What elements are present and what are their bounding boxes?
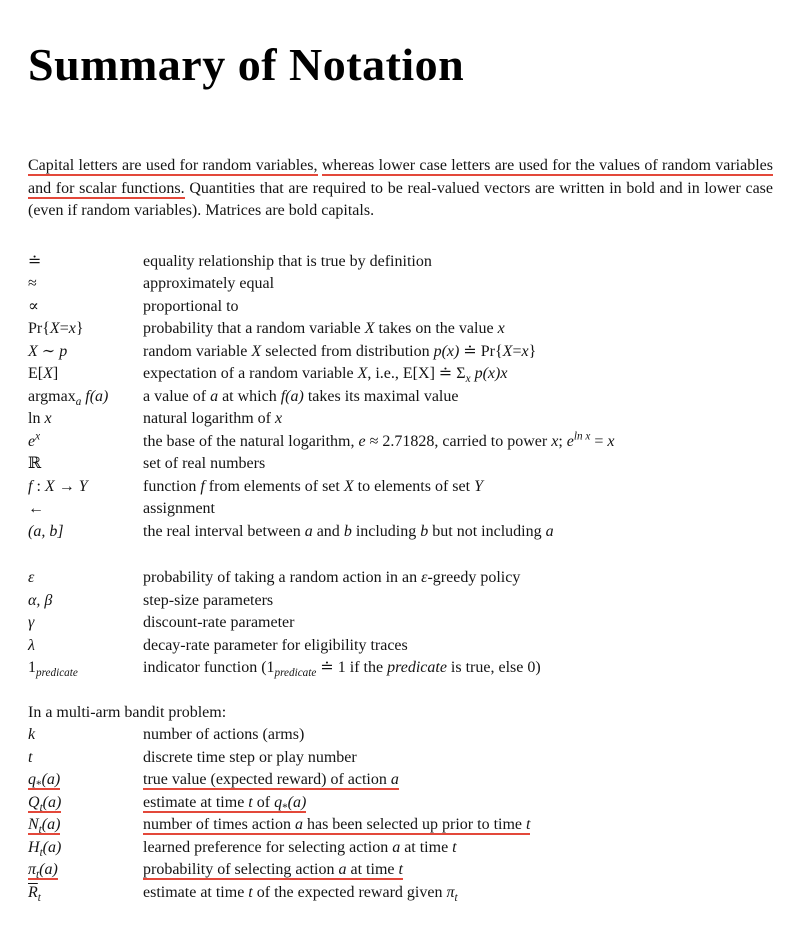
text-run: ε bbox=[28, 569, 35, 586]
notation-symbol bbox=[28, 657, 143, 680]
notation-symbol bbox=[28, 882, 143, 905]
text-run: has been selected up prior to time bbox=[302, 816, 527, 833]
text-run: ; bbox=[558, 432, 567, 450]
notation-symbol bbox=[28, 273, 143, 296]
text-run: equality relationship that is true by definition bbox=[143, 252, 432, 270]
text-run: a bbox=[294, 816, 303, 833]
description-text bbox=[143, 298, 239, 315]
text-run: X bbox=[251, 342, 262, 360]
notation-description bbox=[143, 635, 773, 658]
notation-list-bandit bbox=[28, 724, 773, 904]
text-run: step-size parameters bbox=[143, 591, 274, 609]
text-run: predicate bbox=[387, 659, 447, 676]
text-run: X bbox=[49, 320, 60, 337]
text-run: → bbox=[54, 477, 79, 495]
text-run: t bbox=[452, 838, 457, 856]
text-run: predicate bbox=[274, 667, 317, 680]
text-run: x bbox=[274, 410, 283, 427]
text-run: ≈ bbox=[28, 275, 37, 292]
text-run: x bbox=[551, 432, 559, 450]
notation-symbol bbox=[28, 837, 143, 860]
text-run: : bbox=[32, 477, 45, 495]
text-run: α, β bbox=[28, 591, 53, 609]
text-run: ln x bbox=[573, 430, 591, 443]
symbol-text bbox=[28, 253, 41, 270]
text-run: ∼ bbox=[37, 342, 60, 360]
description-text bbox=[143, 478, 483, 495]
notation-symbol bbox=[28, 859, 143, 882]
notation-row bbox=[28, 251, 773, 274]
notation-row bbox=[28, 859, 773, 882]
text-run: } bbox=[528, 342, 537, 360]
symbol-text bbox=[28, 343, 67, 360]
text-run: a bbox=[75, 395, 82, 408]
text-run: x bbox=[521, 342, 529, 360]
notation-description bbox=[143, 814, 773, 837]
notation-symbol bbox=[28, 408, 143, 431]
notation-description bbox=[143, 251, 773, 274]
text-run: 1 bbox=[28, 659, 36, 676]
text-run: at time bbox=[346, 861, 399, 878]
text-run: q bbox=[28, 771, 36, 788]
notation-row bbox=[28, 431, 773, 454]
text-run: π bbox=[446, 883, 455, 901]
red-underline-annotation bbox=[28, 771, 60, 790]
notation-description bbox=[143, 363, 773, 386]
notation-row bbox=[28, 612, 773, 635]
text-run: is true, else 0) bbox=[446, 659, 541, 676]
notation-description bbox=[143, 792, 773, 815]
text-run: x bbox=[465, 373, 471, 386]
text-run: takes on the value bbox=[374, 320, 498, 337]
notation-row bbox=[28, 747, 773, 770]
text-run: X bbox=[43, 365, 53, 382]
text-run: random variable bbox=[143, 342, 252, 360]
text-run: π bbox=[28, 861, 37, 878]
notation-symbol bbox=[28, 521, 143, 544]
symbol-text bbox=[28, 320, 84, 337]
text-run: x bbox=[497, 320, 505, 337]
text-run: f bbox=[28, 477, 33, 495]
notation-description bbox=[143, 567, 773, 590]
notation-list-general bbox=[28, 251, 773, 544]
text-run: (a) bbox=[287, 793, 307, 811]
text-run: $\overline{R}$ bbox=[28, 883, 38, 901]
text-run: to elements of set bbox=[353, 477, 475, 495]
text-run: = bbox=[590, 432, 608, 450]
notation-description bbox=[143, 318, 773, 341]
text-run: whereas lower case letters are used for the values of random variables and for scalar functions. bbox=[28, 157, 773, 197]
description-text bbox=[143, 388, 458, 405]
description-text bbox=[143, 592, 273, 609]
text-run: ℝ bbox=[28, 455, 42, 472]
text-run: e bbox=[358, 432, 366, 450]
text-run: a bbox=[392, 838, 401, 856]
text-run: , i.e., E[X] ≐ Σ bbox=[367, 365, 466, 382]
red-underline-annotation bbox=[143, 771, 399, 790]
text-run: b bbox=[420, 522, 429, 540]
text-run: b bbox=[343, 522, 352, 540]
description-text bbox=[143, 410, 282, 427]
text-run: = bbox=[512, 342, 522, 360]
notation-symbol bbox=[28, 612, 143, 635]
notation-symbol bbox=[28, 476, 143, 499]
notation-symbol bbox=[28, 498, 143, 521]
notation-symbol bbox=[28, 318, 143, 341]
symbol-text bbox=[28, 614, 34, 631]
text-run: (a) bbox=[42, 793, 62, 811]
text-run: Capital letters are used for random variables, bbox=[28, 157, 318, 174]
red-underline-annotation bbox=[143, 861, 403, 880]
notation-description bbox=[143, 612, 773, 635]
text-run: ε bbox=[421, 569, 428, 586]
text-run: of the expected reward given bbox=[252, 883, 447, 901]
text-run: discrete time step or play number bbox=[143, 748, 357, 766]
text-run: t bbox=[248, 883, 253, 901]
text-run: estimate at time bbox=[143, 793, 249, 811]
symbol-text bbox=[28, 749, 32, 766]
text-run: t bbox=[39, 801, 43, 814]
text-run: a bbox=[390, 771, 399, 788]
text-run: expectation of a random variable bbox=[143, 365, 358, 382]
text-run: (a) bbox=[42, 838, 62, 856]
text-run: takes its maximal value bbox=[303, 387, 459, 405]
text-run: f bbox=[200, 477, 205, 495]
text-run: x bbox=[44, 410, 52, 427]
text-run: set of real numbers bbox=[143, 455, 266, 472]
text-run: = bbox=[59, 320, 69, 337]
red-underline-annotation bbox=[143, 794, 306, 813]
description-text bbox=[143, 275, 274, 292]
notation-symbol bbox=[28, 792, 143, 815]
text-run: a bbox=[338, 861, 347, 878]
text-run: proportional to bbox=[143, 297, 239, 315]
text-run: but not including bbox=[428, 522, 546, 540]
notation-row bbox=[28, 453, 773, 476]
notation-row bbox=[28, 296, 773, 319]
notation-row bbox=[28, 386, 773, 409]
text-run: selected from distribution bbox=[261, 342, 434, 360]
notation-description bbox=[143, 341, 773, 364]
text-run: -greedy policy bbox=[427, 569, 521, 586]
text-run: t bbox=[248, 793, 253, 811]
text-run: probability of taking a random action in an bbox=[143, 569, 422, 586]
text-run: t bbox=[38, 824, 42, 837]
description-text bbox=[143, 343, 536, 360]
notation-symbol bbox=[28, 296, 143, 319]
text-run: H bbox=[28, 838, 40, 856]
notation-row bbox=[28, 657, 773, 680]
notation-description bbox=[143, 769, 773, 792]
text-run: natural logarithm of bbox=[143, 410, 275, 427]
notation-row bbox=[28, 476, 773, 499]
text-run: predicate bbox=[36, 667, 78, 680]
red-underline-annotation bbox=[28, 816, 60, 835]
symbol-text bbox=[28, 365, 58, 382]
text-run: t bbox=[526, 816, 531, 833]
notation-symbol bbox=[28, 341, 143, 364]
text-run: the real interval between bbox=[143, 522, 305, 540]
text-run: including bbox=[351, 522, 421, 540]
notation-symbol bbox=[28, 453, 143, 476]
symbol-text bbox=[28, 569, 34, 586]
symbol-text bbox=[28, 883, 41, 904]
description-text bbox=[143, 614, 294, 631]
text-run: probability that a random variable bbox=[143, 320, 365, 337]
text-run: a value of bbox=[143, 387, 211, 405]
notation-row bbox=[28, 882, 773, 905]
notation-description bbox=[143, 657, 773, 680]
text-run: ← bbox=[28, 500, 44, 517]
text-run: a bbox=[545, 522, 554, 540]
notation-symbol bbox=[28, 747, 143, 770]
symbol-text bbox=[28, 478, 88, 495]
text-run: p(x)x bbox=[474, 365, 508, 382]
page-title: Summary of Notation bbox=[28, 39, 465, 90]
symbol-text bbox=[28, 275, 37, 292]
description-text bbox=[143, 726, 304, 743]
notation-list-greek bbox=[28, 567, 773, 680]
symbol-text bbox=[28, 298, 39, 315]
text-run: t bbox=[398, 861, 403, 878]
text-run: q bbox=[274, 793, 283, 811]
notation-row bbox=[28, 498, 773, 521]
notation-description bbox=[143, 837, 773, 860]
description-text bbox=[143, 320, 505, 337]
notation-row bbox=[28, 341, 773, 364]
text-run: * bbox=[36, 779, 42, 792]
notation-symbol bbox=[28, 769, 143, 792]
symbol-text bbox=[28, 455, 41, 472]
notation-description bbox=[143, 386, 773, 409]
text-run: Y bbox=[474, 477, 483, 495]
text-run: t bbox=[454, 891, 458, 904]
notation-description bbox=[143, 590, 773, 613]
notation-row bbox=[28, 408, 773, 431]
text-run: * bbox=[282, 801, 288, 814]
notation-symbol bbox=[28, 724, 143, 747]
notation-symbol bbox=[28, 590, 143, 613]
notation-description bbox=[143, 431, 773, 454]
text-run: ln bbox=[28, 410, 45, 427]
red-underline-annotation bbox=[28, 861, 58, 880]
text-run: f(a) bbox=[85, 387, 109, 405]
text-run: Quantities that are required to be real-valued vectors are written in bold and in lower case (even if random variables). Matrices are bold capitals. bbox=[28, 179, 774, 219]
text-run: k bbox=[28, 726, 36, 743]
notation-row bbox=[28, 769, 773, 792]
text-run: ≐ bbox=[28, 252, 42, 270]
text-run: probability of selecting action bbox=[143, 861, 339, 878]
notation-row bbox=[28, 724, 773, 747]
symbol-text bbox=[28, 523, 64, 540]
text-run: function bbox=[143, 477, 201, 495]
symbol-text bbox=[28, 838, 62, 859]
text-run: estimate at time bbox=[143, 883, 249, 901]
text-run: discount-rate parameter bbox=[143, 614, 295, 631]
text-run: λ bbox=[28, 636, 35, 654]
text-run: argmax bbox=[28, 387, 76, 405]
text-run: (a) bbox=[41, 816, 61, 833]
notation-row bbox=[28, 363, 773, 386]
text-run: t bbox=[39, 846, 43, 859]
text-run: assignment bbox=[143, 500, 215, 517]
description-text bbox=[143, 500, 215, 517]
description-text bbox=[143, 749, 357, 766]
text-run: f(a) bbox=[280, 387, 304, 405]
red-underline-annotation bbox=[28, 794, 61, 813]
notation-symbol bbox=[28, 363, 143, 386]
notation-description bbox=[143, 408, 773, 431]
text-run: indicator function (1 bbox=[143, 659, 275, 676]
text-run: X bbox=[28, 342, 38, 360]
text-run: (a) bbox=[39, 861, 58, 878]
bandit-section-header: In a multi-arm bandit problem: bbox=[28, 703, 227, 721]
text-run: a bbox=[304, 522, 313, 540]
text-run: x bbox=[607, 432, 615, 450]
text-run: t bbox=[37, 891, 41, 904]
notation-row bbox=[28, 814, 773, 837]
description-text bbox=[143, 659, 541, 680]
symbol-text bbox=[28, 500, 44, 517]
text-run: γ bbox=[28, 614, 35, 631]
intro-paragraph bbox=[28, 155, 773, 223]
text-run: ≐ Pr{ bbox=[459, 342, 503, 360]
notation-description bbox=[143, 453, 773, 476]
text-run: ≈ 2.71828, carried to power bbox=[365, 432, 552, 450]
text-run: approximately equal bbox=[143, 275, 275, 292]
notation-row bbox=[28, 590, 773, 613]
notation-symbol bbox=[28, 431, 143, 454]
text-run: Q bbox=[28, 793, 40, 811]
text-run: x bbox=[68, 320, 76, 337]
symbol-text bbox=[28, 410, 52, 427]
text-run: p bbox=[59, 342, 68, 360]
notation-row bbox=[28, 837, 773, 860]
text-run: t bbox=[28, 748, 33, 766]
description-text bbox=[143, 523, 554, 540]
notation-description bbox=[143, 521, 773, 544]
text-run: the base of the natural logarithm, bbox=[143, 432, 359, 450]
description-text bbox=[143, 569, 520, 586]
text-run: at which bbox=[218, 387, 281, 405]
symbol-text bbox=[28, 430, 41, 450]
text-run: Pr{ bbox=[28, 320, 50, 337]
text-run: a bbox=[210, 387, 219, 405]
description-text bbox=[143, 455, 265, 472]
text-run: e bbox=[28, 432, 36, 450]
text-run: decay-rate parameter for eligibility traces bbox=[143, 636, 408, 654]
description-text bbox=[143, 430, 615, 450]
symbol-text bbox=[28, 726, 35, 743]
notation-row bbox=[28, 567, 773, 590]
notation-row bbox=[28, 792, 773, 815]
notation-description bbox=[143, 724, 773, 747]
text-run: e bbox=[566, 432, 574, 450]
notation-row bbox=[28, 273, 773, 296]
text-run: ] bbox=[52, 365, 59, 382]
text-run: p(x) bbox=[433, 342, 460, 360]
text-run: t bbox=[36, 869, 40, 882]
text-run: X bbox=[364, 320, 375, 337]
text-run: x bbox=[35, 430, 41, 443]
notation-symbol bbox=[28, 567, 143, 590]
text-run: learned preference for selecting action bbox=[143, 838, 393, 856]
text-run: } bbox=[75, 320, 84, 337]
description-text bbox=[143, 365, 508, 386]
notation-description bbox=[143, 859, 773, 882]
text-run: of bbox=[252, 793, 275, 811]
notation-row bbox=[28, 521, 773, 544]
text-run: from elements of set bbox=[204, 477, 344, 495]
text-run: number of times action bbox=[143, 816, 295, 833]
text-run: N bbox=[28, 816, 39, 833]
notation-symbol bbox=[28, 251, 143, 274]
description-text bbox=[143, 839, 457, 856]
symbol-text bbox=[28, 592, 52, 609]
notation-description bbox=[143, 476, 773, 499]
text-run: at time bbox=[400, 838, 453, 856]
symbol-text bbox=[28, 659, 78, 680]
symbol-text bbox=[28, 637, 35, 654]
symbol-text bbox=[28, 387, 109, 408]
text-run: Y bbox=[78, 477, 88, 495]
red-underline-annotation bbox=[143, 816, 530, 835]
description-text bbox=[143, 883, 458, 904]
text-run: (a, b] bbox=[28, 522, 64, 540]
text-run: number of actions (arms) bbox=[143, 726, 305, 743]
text-run: true value (expected reward) of action bbox=[143, 771, 391, 788]
notation-description bbox=[143, 296, 773, 319]
notation-symbol bbox=[28, 814, 143, 837]
notation-description bbox=[143, 498, 773, 521]
text-run: X bbox=[357, 365, 368, 382]
text-run: ≐ 1 if the bbox=[316, 659, 388, 676]
notation-description bbox=[143, 273, 773, 296]
notation-row bbox=[28, 318, 773, 341]
notation-description bbox=[143, 882, 773, 905]
text-run: X bbox=[44, 477, 55, 495]
description-text bbox=[143, 253, 432, 270]
notation-row bbox=[28, 635, 773, 658]
text-run: E[ bbox=[28, 365, 44, 382]
text-run: and bbox=[312, 522, 344, 540]
description-text bbox=[143, 637, 408, 654]
text-run: X bbox=[502, 342, 513, 360]
notation-symbol bbox=[28, 635, 143, 658]
text-run: ∝ bbox=[28, 297, 39, 315]
text-run: X bbox=[343, 477, 354, 495]
notation-description bbox=[143, 747, 773, 770]
notation-symbol bbox=[28, 386, 143, 409]
text-run: (a) bbox=[41, 771, 61, 788]
